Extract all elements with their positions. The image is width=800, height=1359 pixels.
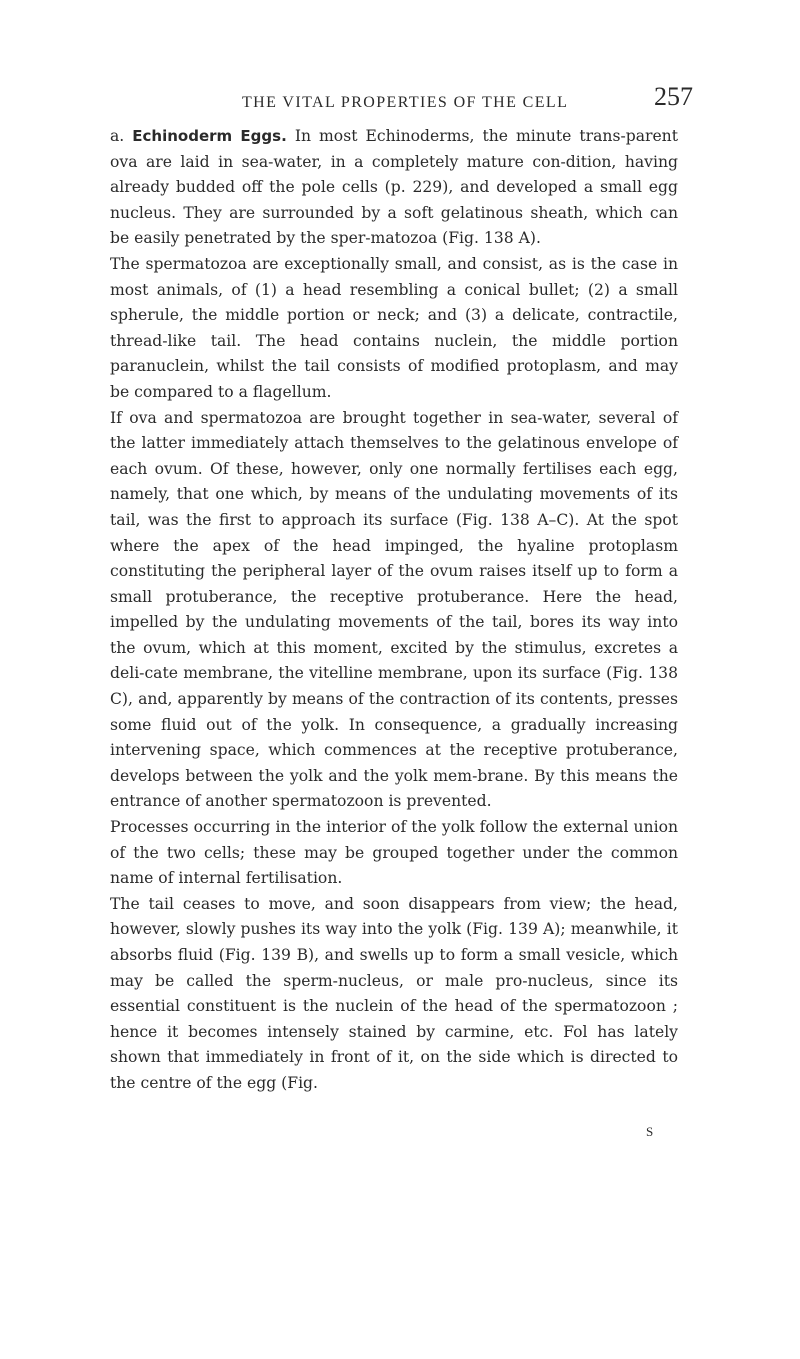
paragraph-1-text: In most Echinoderms, the minute trans-parent ova are laid in sea-water, in a completely mature con-dition, having already budded off the pole cells (p. 229), and developed a small egg nucleus. They are surrounded by a soft gelatinous sheath, which can be easily penetrated by the sper-matozoa (Fig. 138 A). <box>110 127 678 248</box>
body-text <box>110 124 678 1097</box>
page-number: 257 <box>654 82 693 111</box>
section-label: Echinoderm Eggs. <box>132 127 287 145</box>
section-prefix: a. <box>110 127 125 145</box>
paragraph-5: The tail ceases to move, and soon disappears from view; the head, however, slowly pushes its way into the yolk (Fig. 139 A); meanwhile, it absorbs fluid (Fig. 139 B), and swells up to form a small vesicle, which may be called the sperm-nucleus, or male pro-nucleus, since its essential constituent is the nuclein of the head of the spermatozoon ; hence it becomes intensely stained by carmine, etc. Fol has lately shown that immediately in front of it, on the side which is directed to the centre of the egg (Fig. <box>110 894 678 1092</box>
signature-mark: S <box>646 1124 654 1139</box>
paragraph-3: If ova and spermatozoa are brought together in sea-water, several of the latter immediately attach themselves to the gelatinous envelope of each ovum. Of these, however, only one normally fertilises each egg, namely, that one which, by means of the undulating movements of its tail, was the first to approach its surface (Fig. 138 A–C). At the spot where the apex of the head impinged, the hyaline protoplasm constituting the peripheral layer of the ovum raises itself up to form a small protuberance, the receptive protuberance. Here the head, impelled by the undulating movements of the tail, bores its way into the ovum, which at this moment, excited by the stimulus, excretes a deli-cate membrane, the vitelline membrane, upon its surface (Fig. 138 C), and, apparently by means of the contraction of its contents, presses some fluid out of the yolk. In consequence, a gradually increasing intervening space, which commences at the receptive protuberance, develops between the yolk and the yolk mem-brane. By this means the entrance of another spermatozoon is prevented. <box>110 408 678 811</box>
paragraph-2: The spermatozoa are exceptionally small, and consist, as is the case in most animals, of (1) a head resembling a conical bullet; (2) a small spherule, the middle portion or neck; and (3) a delicate, contractile, thread-like tail. The head contains nuclein, the middle portion paranuclein, whilst the tail consists of modified protoplasm, and may be compared to a flagellum. <box>110 254 678 401</box>
running-head <box>0 82 800 122</box>
running-title: THE VITAL PROPERTIES OF THE CELL <box>242 94 569 111</box>
paragraph-4: Processes occurring in the interior of the yolk follow the external union of the two cells; these may be grouped together under the common name of internal fertilisation. <box>110 818 678 888</box>
paragraph-1 <box>110 124 678 252</box>
